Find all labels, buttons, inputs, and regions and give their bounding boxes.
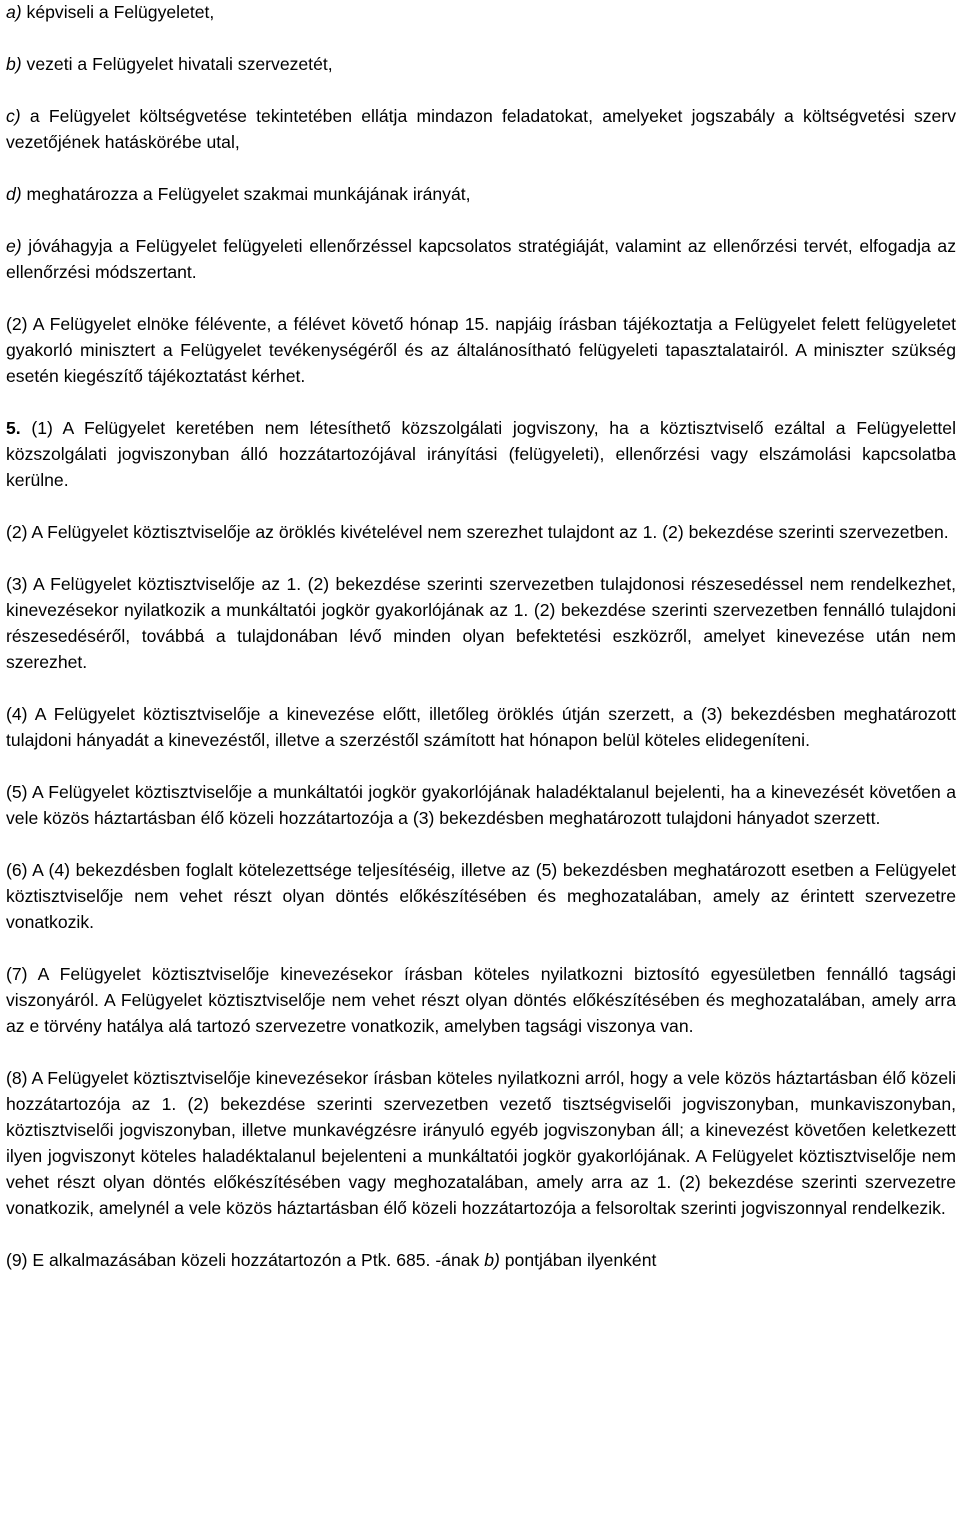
list-item-d: [6, 181, 956, 207]
section-5-paragraph-1: [6, 415, 956, 493]
paragraph-2: (2) A Felügyelet elnöke félévente, a félévet követő hónap 15. napjáig írásban tájékoztatja a Felügyelet felett felügyeletet gyakorló minisztert a Felügyelet tevékenységéről és az általánosítható felügyeleti tapasztalatairól. A miniszter szükség esetén kiegészítő tájékoztatást kérhet.: [6, 314, 956, 386]
section-text: (1) A Felügyelet keretében nem létesíthető közszolgálati jogviszony, ha a köztisztviselő ezáltal a Felügyelettel közszolgálati jogviszonyban álló hozzátartozójával irányítási (felügyeleti), ellenőrzési vagy elszámolási kapcsolatba kerülne.: [6, 418, 956, 490]
item-text: meghatározza a Felügyelet szakmai munkájának irányát,: [21, 184, 471, 204]
section-5-paragraph-2: (2) A Felügyelet köztisztviselője az öröklés kivételével nem szerezhet tulajdont az 1. (2) bekezdése szerinti szervezetben.: [6, 522, 949, 542]
list-item-a: [6, 0, 956, 25]
item-letter: e): [6, 236, 22, 256]
item-text: képviseli a Felügyeletet,: [21, 2, 215, 22]
paragraph-italic-ref: b): [484, 1250, 500, 1270]
item-letter: a): [6, 2, 22, 22]
section-5-paragraph-4: (4) A Felügyelet köztisztviselője a kinevezése előtt, illetőleg öröklés útján szerzett, a (3) bekezdésben meghatározott tulajdoni hányadát a kinevezéstől, illetve a szerzéstől számított hat hónapon belül köteles elidegeníteni.: [6, 704, 956, 750]
paragraph-text-end: pontjában ilyenként: [499, 1250, 657, 1270]
item-letter: c): [6, 106, 21, 126]
item-text: vezeti a Felügyelet hivatali szervezetét,: [21, 54, 333, 74]
section-5-paragraph-3: (3) A Felügyelet köztisztviselője az 1. (2) bekezdése szerinti szervezetben tulajdonosi részesedéssel nem rendelkezhet, kinevezésekor nyilatkozik a munkáltatói jogkör gyakorlójának az 1. (2) bekezdése szerinti szervezetben fennálló tulajdoni részesedéséről, továbbá a tulajdonában lévő minden olyan befektetési eszközről, amelyet kinevezése után nem szerezhet.: [6, 574, 956, 672]
list-item-e: [6, 233, 956, 285]
document-page: [6, 0, 956, 1299]
item-letter: b): [6, 54, 22, 74]
item-text: a Felügyelet költségvetése tekintetében ellátja mindazon feladatokat, amelyeket jogszabály a költségvetési szerv vezetőjének hatáskörébe utal,: [6, 106, 956, 152]
paragraph-text-start: (9) E alkalmazásában közeli hozzátartozón a Ptk. 685. -ának: [6, 1250, 485, 1270]
item-text: jóváhagyja a Felügyelet felügyeleti ellenőrzéssel kapcsolatos stratégiáját, valamint az ellenőrzési tervét, elfogadja az ellenőrzési módszertant.: [6, 236, 956, 282]
section-5-paragraph-8: (8) A Felügyelet köztisztviselője kinevezésekor írásban köteles nyilatkozni arról, hogy a vele közös háztartásban élő közeli hozzátartozója az 1. (2) bekezdése szerinti szervezetben vezető tisztségviselői jogviszonyban, munkaviszonyban, köztisztviselői jogviszonyban, illetve munkavégzésre irányuló egyéb jogviszonyban áll; a kinevezést követően keletkezett ilyen jogviszonyt köteles haladéktalanul bejelenteni a munkáltatói jogkör gyakorlójának. A Felügyelet köztisztviselője nem vehet részt olyan döntés előkészítésében vagy meghozatalában, amely arra az 1. (2) bekezdése szerinti szervezetre vonatkozik, amelynél a vele közös háztartásban élő közeli hozzátartozója a felsoroltak szerinti jogviszonnyal rendelkezik.: [6, 1068, 956, 1218]
section-5-paragraph-7: (7) A Felügyelet köztisztviselője kinevezésekor írásban köteles nyilatkozni biztosító egyesületben fennálló tagsági viszonyáról. A Felügyelet köztisztviselője nem vehet részt olyan döntés előkészítésében és meghozatalában, amely arra az e törvény hatálya alá tartozó szervezetre vonatkozik, amelyben tagsági viszonya van.: [6, 964, 956, 1036]
list-item-c: [6, 103, 956, 155]
item-letter: d): [6, 184, 22, 204]
list-item-b: [6, 51, 956, 77]
section-5-paragraph-5: (5) A Felügyelet köztisztviselője a munkáltatói jogkör gyakorlójának haladéktalanul bejelenti, ha a kinevezését követően a vele közös háztartásban élő közeli hozzátartozója a (3) bekezdésben meghatározott tulajdoni hányadot szerzett.: [6, 782, 956, 828]
section-number: 5.: [6, 418, 32, 438]
section-5-paragraph-6: (6) A (4) bekezdésben foglalt kötelezettsége teljesítéséig, illetve az (5) bekezdésben meghatározott esetben a Felügyelet köztisztviselője nem vehet részt olyan döntés előkészítésében és meghozatalában, amely az érintett szervezetre vonatkozik.: [6, 860, 956, 932]
section-5-paragraph-9: [6, 1247, 956, 1273]
